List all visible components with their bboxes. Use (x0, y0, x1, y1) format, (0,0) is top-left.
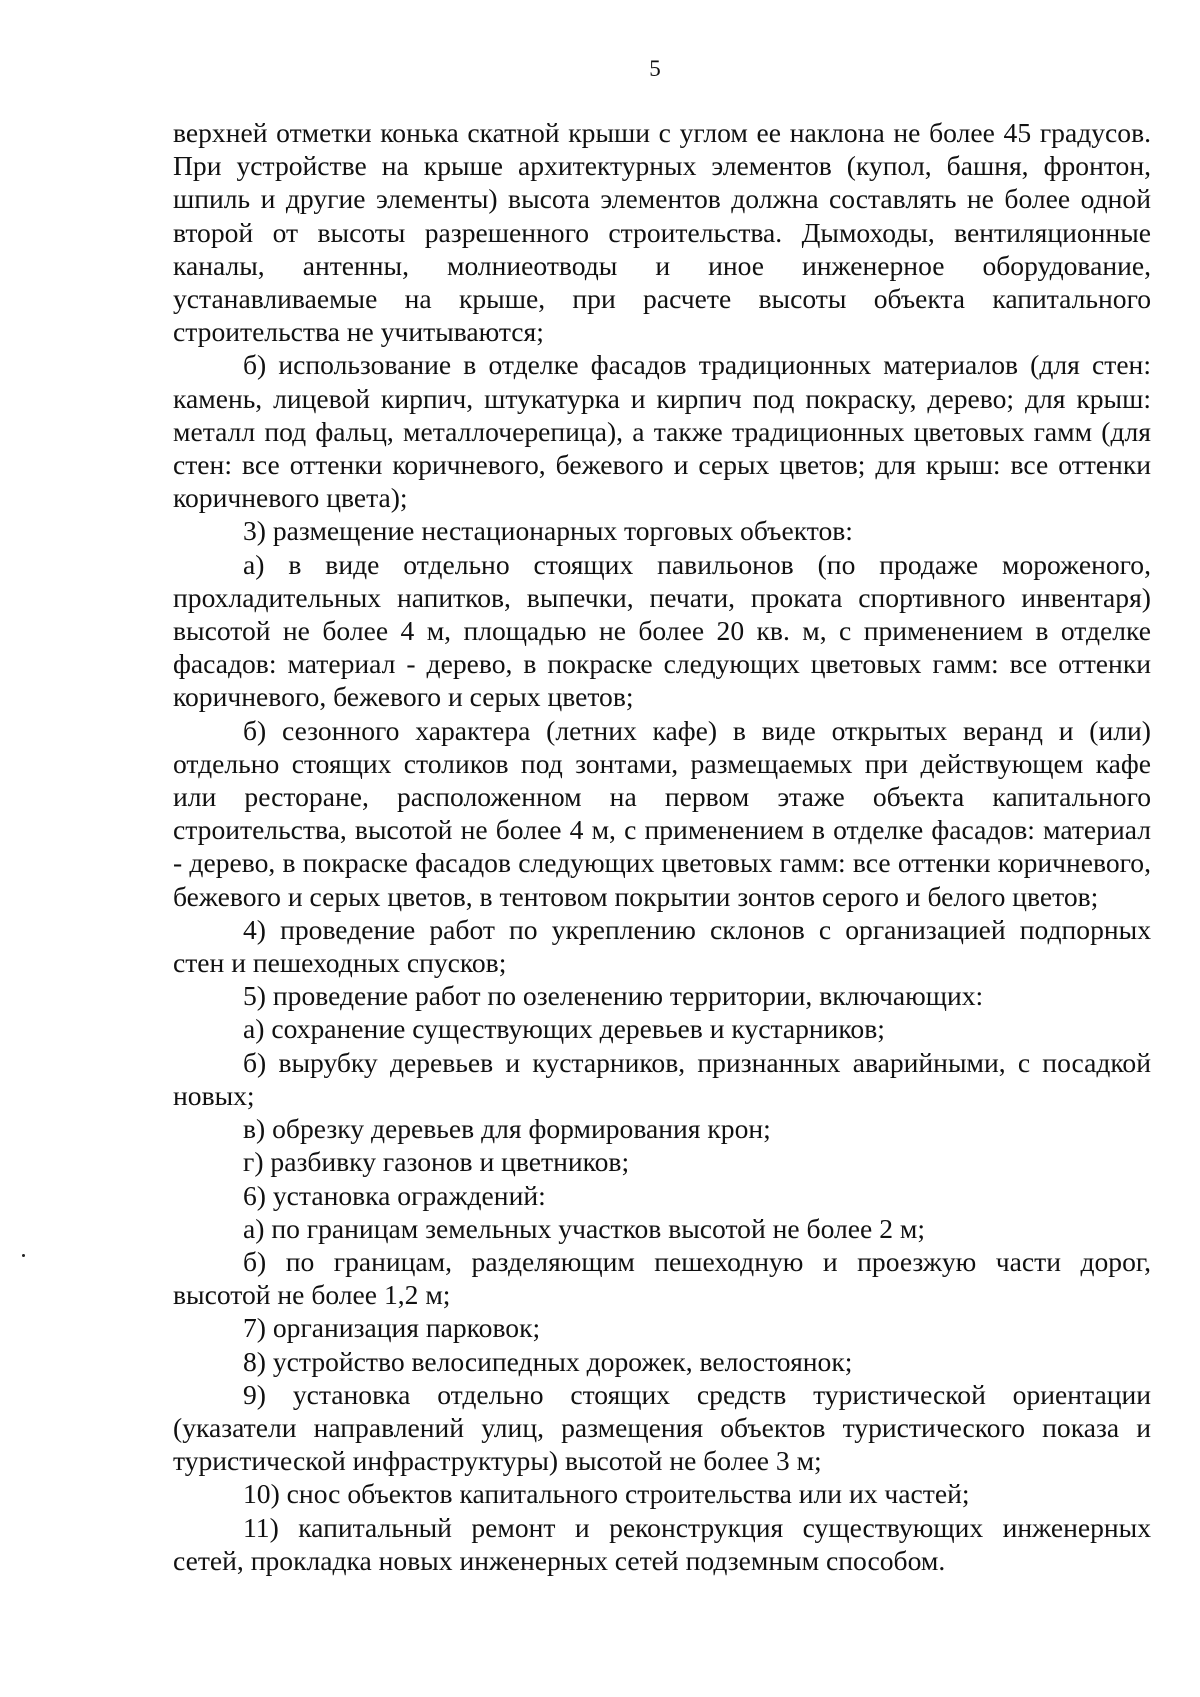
paragraph-item-3a: а) в виде отдельно стоящих павильонов (по продаже мороженого, прохладительных напитков, выпечки, печати, проката спортивного инвентаря) высотой не более 4 м, площадью не более 20 кв. м, с применением в отделке фасадов: материал - дерево, в покраске следующих цветовых гамм: все оттенки коричневого, бежевого и серых цветов; (173, 548, 1151, 713)
paragraph-item-3: 3) размещение нестационарных торговых объектов: (243, 515, 853, 547)
paragraph-item-11: 11) капитальный ремонт и реконструкция существующих инженерных сетей, прокладка новых инженерных сетей подземным способом. (173, 1511, 1151, 1576)
paragraph-item-10: 10) снос объектов капитального строительства или их частей; (243, 1478, 970, 1510)
document-body (173, 116, 1151, 1577)
paragraph-item-3b: б) сезонного характера (летних кафе) в виде открытых веранд и (или) отдельно стоящих столиков под зонтами, размещаемых при действующем кафе или ресторане, расположенном на первом этаже объекта капитального строительства, высотой не более 4 м, с применением в отделке фасадов: материал - дерево, в покраске фасадов следующих цветовых гамм: все оттенки коричневого, бежевого и серых цветов, в тентовом покрытии зонтов серого и белого цветов; (173, 714, 1151, 912)
paragraph-item-5: 5) проведение работ по озеленению территории, включающих: (243, 980, 984, 1012)
paragraph-roof-height: верхней отметки конька скатной крыши с углом ее наклона не более 45 градусов. При устройстве на крыше архитектурных элементов (купол, башня, фронтон, шпиль и другие элементы) высота элементов должна составлять не более одной второй от высоты разрешенного строительства. Дымоходы, вентиляционные каналы, антенны, молниеотводы и иное инженерное оборудование, устанавливаемые на крыше, при расчете высоты объекта капитального строительства не учитываются; (173, 117, 1151, 348)
paragraph-item-6a: а) по границам земельных участков высотой не более 2 м; (243, 1212, 926, 1244)
page-number: 5 (649, 56, 661, 81)
paragraph-item-7: 7) организация парковок; (243, 1312, 541, 1344)
paragraph-item-5a: а) сохранение существующих деревьев и кустарников; (243, 1013, 885, 1045)
paragraph-item-6b: б) по границам, разделяющим пешеходную и проезжую части дорог, высотой не более 1,2 м; (173, 1245, 1151, 1311)
paragraph-facade-materials: б) использование в отделке фасадов традиционных материалов (для стен: камень, лицевой кирпич, штукатурка и кирпич под покраску, дерево; для крыш: металл под фальц, металлочерепица), а также традиционных цветовых гамм (для стен: все оттенки коричневого, бежевого и серых цветов; для крыш: все оттенки коричневого цвета); (173, 349, 1151, 514)
paragraph-item-8: 8) устройство велосипедных дорожек, велостоянок; (243, 1345, 853, 1377)
paragraph-item-5d: г) разбивку газонов и цветников; (243, 1146, 630, 1178)
paragraph-item-6: 6) установка ограждений: (243, 1179, 546, 1211)
scan-speck (22, 1254, 25, 1257)
paragraph-item-5b: б) вырубку деревьев и кустарников, признанных аварийными, с посадкой новых; (173, 1046, 1151, 1111)
paragraph-item-5c: в) обрезку деревьев для формирования крон; (243, 1113, 771, 1145)
paragraph-item-4: 4) проведение работ по укреплению склонов с организацией подпорных стен и пешеходных спусков; (173, 913, 1151, 979)
paragraph-item-9: 9) установка отдельно стоящих средств туристической ориентации (указатели направлений улиц, размещения объектов туристического показа и туристической инфраструктуры) высотой не более 3 м; (173, 1378, 1151, 1477)
